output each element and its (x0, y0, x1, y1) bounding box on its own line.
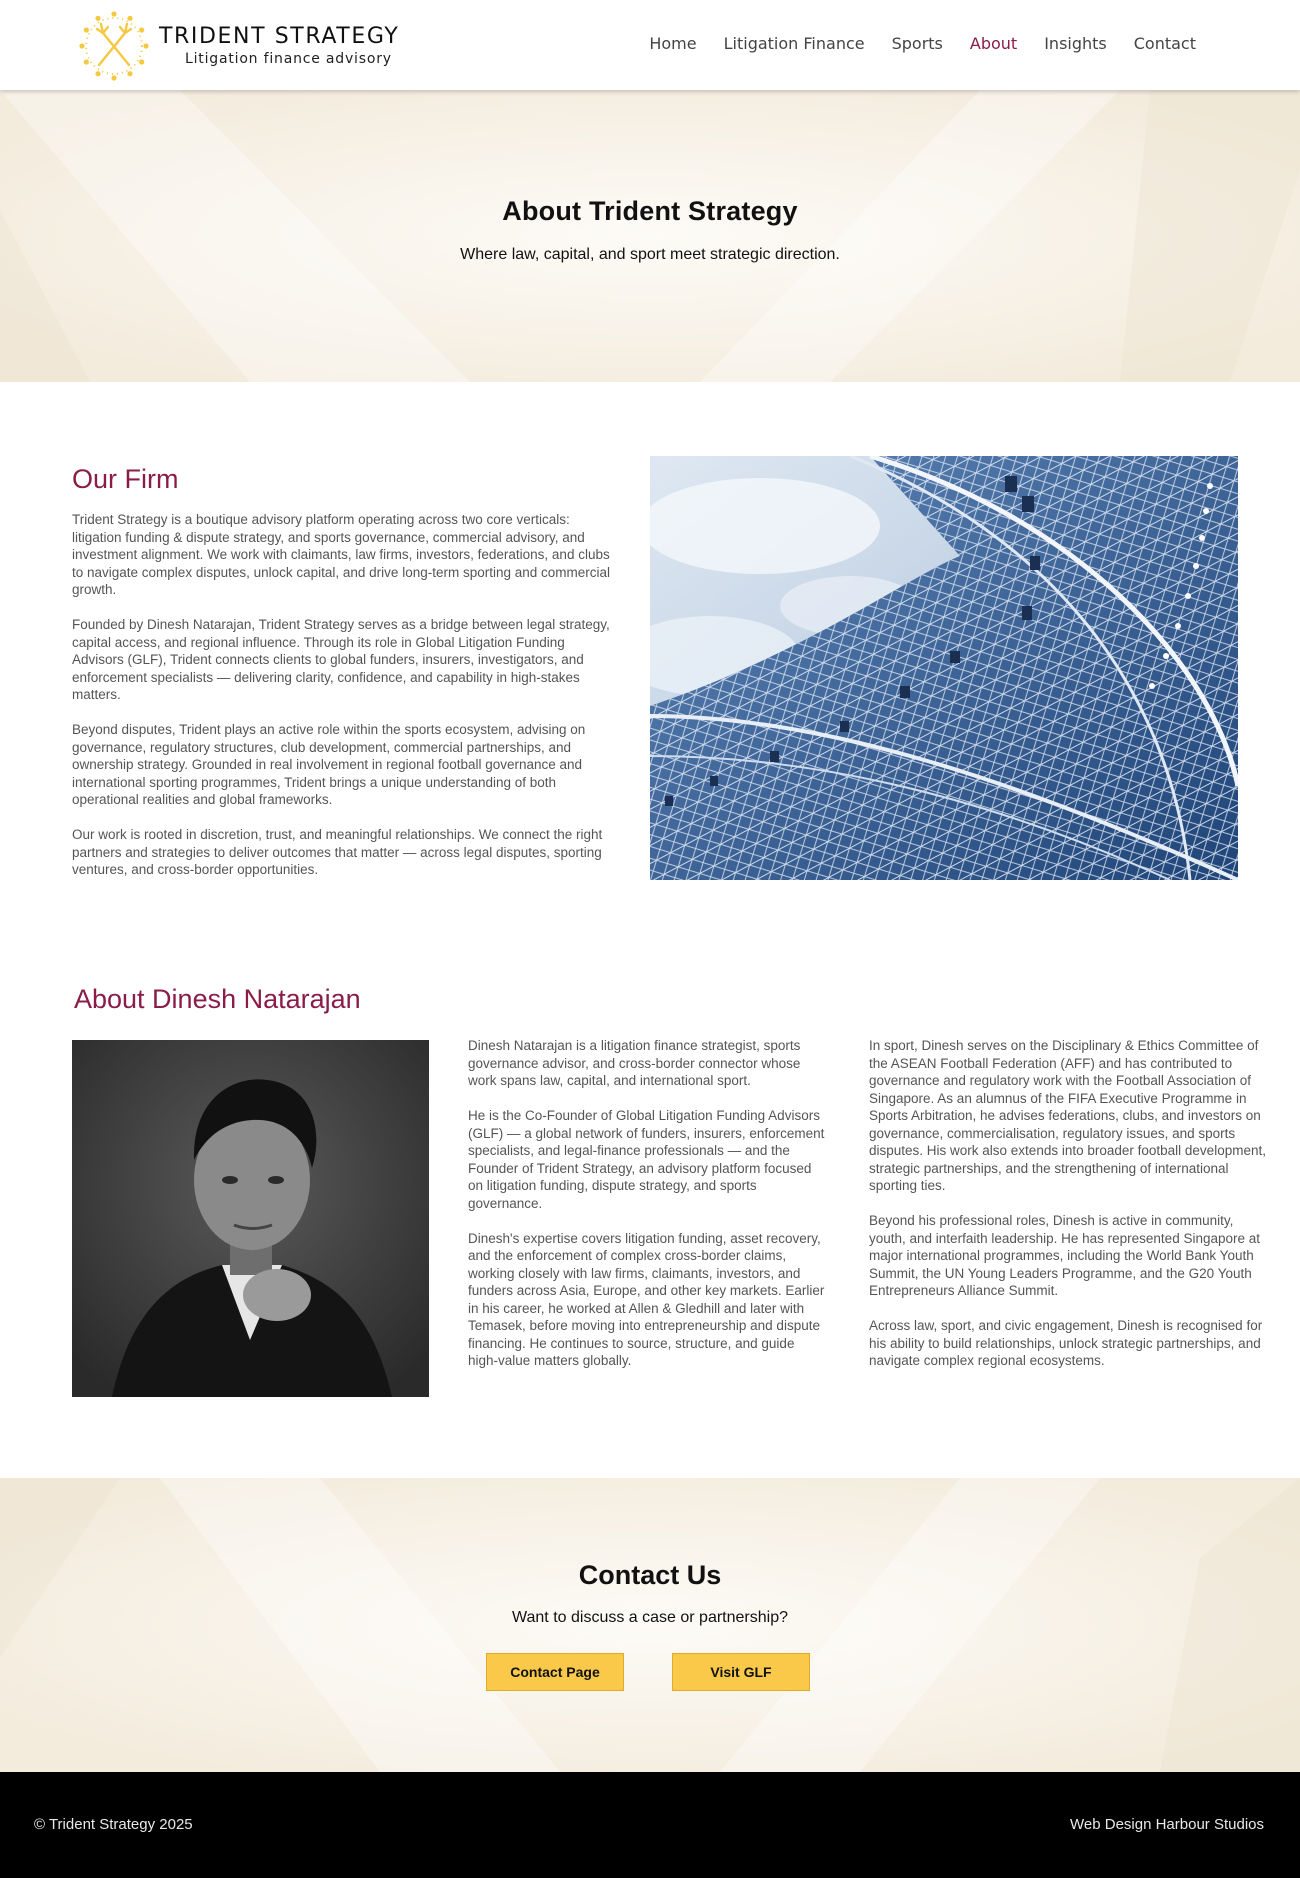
hero-banner (0, 90, 1300, 382)
bio-paragraph: Beyond his professional roles, Dinesh is active in community, youth, and interfaith leadership. He has represented Singapore at major international programmes, including the World Bank Youth Summit, the UN Young Leaders Programme, and the G20 Youth Entrepreneurs Alliance Summit. (869, 1213, 1261, 1298)
dinesh-bio-column-2 (869, 1037, 1269, 1387)
visit-glf-button[interactable]: Visit GLF (672, 1653, 810, 1691)
firm-paragraph: Founded by Dinesh Natarajan, Trident Strategy serves as a bridge between legal strategy, capital access, and regional influence. Through its role in Global Litigation Funding Advisors (GLF), Trident connects clients to global funders, insurers, investigators, and enforcement specialists — delivering clarity, confidence, and capability in high-stakes matters. (72, 617, 610, 702)
firm-description (72, 511, 617, 896)
bio-paragraph: Dinesh Natarajan is a litigation finance strategist, sports governance advisor, and cross-border connector whose work spans law, capital, and international sport. (468, 1038, 801, 1088)
nav-home[interactable]: Home (649, 34, 697, 53)
footer-copyright: © Trident Strategy 2025 (34, 1816, 193, 1833)
contact-page-button[interactable]: Contact Page (486, 1653, 624, 1691)
footer-credit-link[interactable]: Web Design Harbour Studios (1070, 1816, 1264, 1833)
dinesh-heading: About Dinesh Natarajan (74, 984, 361, 1014)
logo-title: TRIDENT STRATEGY (159, 24, 400, 49)
bio-paragraph: He is the Co-Founder of Global Litigation Funding Advisors (GLF) — a global network of funders, insurers, enforcement specialists, and legal-finance professionals — and the Founder of Trident Strategy, an advisory platform focused on litigation funding, dispute strategy, and sports governance. (468, 1108, 825, 1211)
trident-emblem-icon (77, 9, 151, 83)
firm-heading: Our Firm (72, 464, 179, 494)
hero-title: About Trident Strategy (502, 196, 798, 226)
dinesh-bio-column-1 (468, 1037, 828, 1387)
bio-paragraph: Across law, sport, and civic engagement, Dinesh is recognised for his ability to build relationships, unlock strategic partnerships, and navigate complex regional ecosystems. (869, 1318, 1263, 1368)
contact-subtitle: Want to discuss a case or partnership? (512, 1609, 788, 1626)
logo-text (159, 24, 399, 68)
contact-title: Contact Us (578, 1560, 722, 1590)
firm-paragraph: Trident Strategy is a boutique advisory platform operating across two core verticals: litigation funding & dispute strategy, and sports governance, commercial advisory, and investment alignment. We work with claimants, law firms, investors, federations, and clubs to navigate complex disputes, unlock capital, and drive long-term sporting and commercial growth. (72, 512, 611, 597)
nav-about[interactable]: About (969, 34, 1018, 53)
contact-section (0, 1478, 1300, 1772)
hero-subtitle: Where law, capital, and sport meet strategic direction. (460, 246, 840, 263)
site-header (0, 0, 1300, 90)
stadium-image (650, 456, 1238, 880)
nav-insights[interactable]: Insights (1044, 34, 1107, 53)
firm-paragraph: Beyond disputes, Trident plays an active role within the sports ecosystem, advising on governance, regulatory structures, club development, commercial partnerships, and ownership strategy. Grounded in real involvement in regional football governance and international sporting programmes, Trident brings a unique understanding of both operational realities and global frameworks. (72, 722, 586, 807)
hero-background (0, 90, 1300, 382)
bio-paragraph: In sport, Dinesh serves on the Disciplinary & Ethics Committee of the ASEAN Football Federation (AFF) and has contributed to governance and regulatory work with the Football Association of Singapore. As an alumnus of the FIFA Executive Programme in Sports Arbitration, he advises federations, clubs, and investors on governance, commercialisation, regulatory issues, and sports disputes. His work also extends into broader football development, strategic partnerships, and the strengthening of international sporting ties. (869, 1038, 1266, 1193)
site-logo[interactable] (77, 9, 407, 83)
stadium-roof-illustration (650, 456, 1238, 880)
dinesh-portrait (72, 1040, 429, 1397)
nav-litigation-finance[interactable]: Litigation Finance (723, 34, 865, 53)
portrait-illustration (72, 1040, 429, 1397)
nav-contact[interactable]: Contact (1133, 34, 1196, 53)
logo-subtitle: Litigation finance advisory (185, 51, 392, 67)
nav-sports[interactable]: Sports (891, 34, 943, 53)
firm-paragraph: Our work is rooted in discretion, trust, and meaningful relationships. We connect the right partners and strategies to deliver outcomes that matter — across legal disputes, sporting ventures, and cross-border opportunities. (72, 827, 603, 877)
site-footer (0, 1772, 1300, 1878)
bio-paragraph: Dinesh's expertise covers litigation funding, asset recovery, and the enforcement of complex cross-border claims, working closely with law firms, claimants, investors, and funders across Asia, Europe, and other key markets. Earlier in his career, he worked at Allen & Gledhill and later with Temasek, before moving into entrepreneurship and dispute financing. He continues to source, structure, and guide high-value matters globally. (468, 1230, 825, 1368)
main-nav (622, 34, 1196, 53)
